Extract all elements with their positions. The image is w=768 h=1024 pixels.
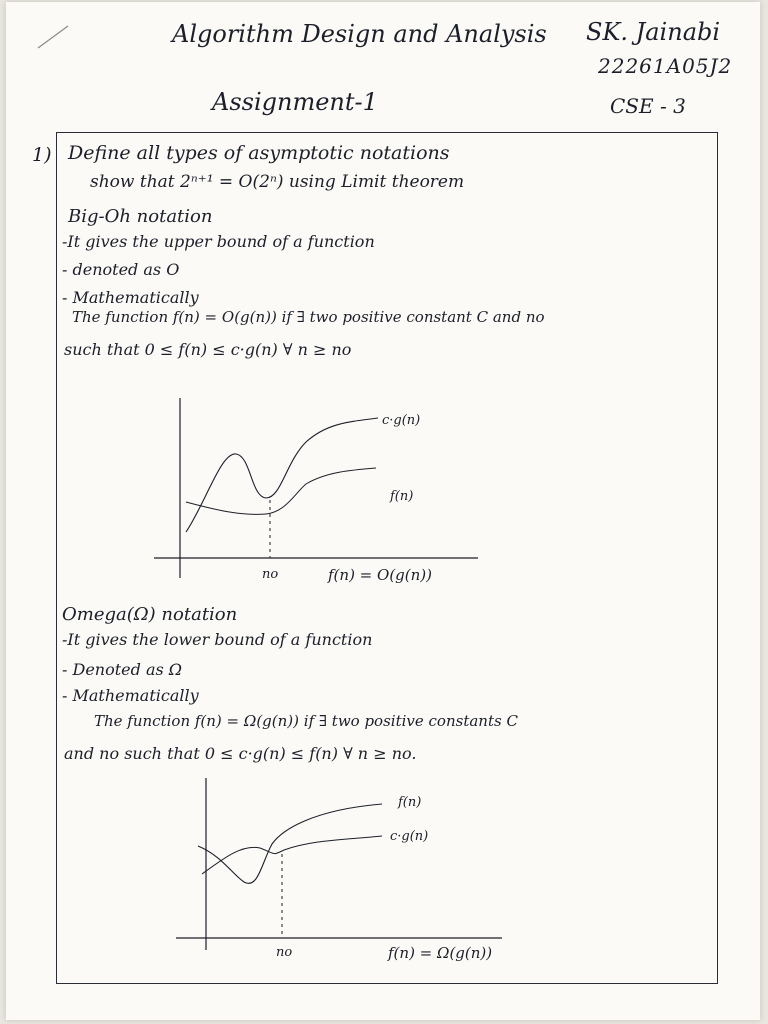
- omega-graph: [172, 774, 552, 974]
- assignment-title: Assignment-1: [212, 88, 378, 116]
- question-number: 1): [32, 144, 52, 166]
- big-oh-definition-1: The function f(n) = O(g(n)) if ∃ two positive constant C and no: [72, 308, 545, 326]
- page-title: Algorithm Design and Analysis: [172, 20, 547, 48]
- omega-heading: Omega(Ω) notation: [62, 604, 238, 625]
- omega-cg-label: c·g(n): [390, 829, 429, 844]
- omega-point-2: - Denoted as Ω: [62, 660, 183, 679]
- omega-point-3: - Mathematically: [62, 686, 199, 705]
- big-oh-cg-label: c·g(n): [382, 413, 421, 428]
- question-line-1: Define all types of asymptotic notations: [68, 142, 450, 164]
- student-name: SK. Jainabi: [586, 18, 721, 46]
- omega-point-1: -It gives the lower bound of a function: [62, 630, 373, 649]
- omega-no-label: no: [276, 945, 293, 960]
- omega-caption: f(n) = Ω(g(n)): [388, 944, 493, 962]
- class-section: CSE - 3: [610, 94, 686, 118]
- notebook-page: [6, 2, 760, 1020]
- question-line-2: show that 2ⁿ⁺¹ = O(2ⁿ) using Limit theorem: [90, 172, 465, 192]
- big-oh-graph: [146, 392, 486, 592]
- roll-number: 22261A05J2: [598, 54, 733, 78]
- big-oh-point-2: - denoted as O: [62, 260, 180, 279]
- big-oh-f-label: f(n): [390, 489, 414, 504]
- big-oh-point-1: -It gives the upper bound of a function: [62, 232, 375, 251]
- big-oh-cg-curve: [186, 418, 378, 532]
- omega-definition-2: and no such that 0 ≤ c·g(n) ≤ f(n) ∀ n ≥ no.: [64, 744, 417, 763]
- omega-f-label: f(n): [398, 795, 422, 810]
- omega-f-curve: [198, 804, 382, 883]
- big-oh-point-3: - Mathematically: [62, 288, 199, 307]
- big-oh-caption: f(n) = O(g(n)): [328, 566, 432, 584]
- big-oh-definition-2: such that 0 ≤ f(n) ≤ c·g(n) ∀ n ≥ no: [64, 340, 352, 359]
- big-oh-f-curve: [186, 468, 376, 514]
- omega-definition-1: The function f(n) = Ω(g(n)) if ∃ two positive constants C: [94, 712, 518, 730]
- big-oh-heading: Big-Oh notation: [68, 206, 213, 227]
- pencil-stroke: [34, 22, 74, 52]
- big-oh-no-label: no: [262, 567, 279, 582]
